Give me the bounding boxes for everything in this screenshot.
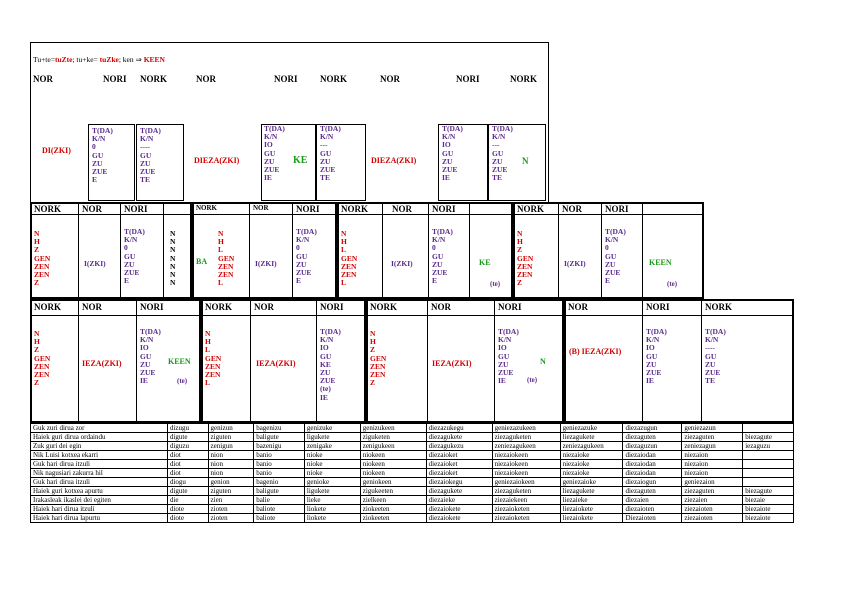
div2-7 xyxy=(428,202,429,299)
div3-6 xyxy=(494,299,495,423)
div3-5 xyxy=(427,299,428,423)
list-2b: T(DA) K/N 0 GU ZU ZUE E xyxy=(296,227,317,286)
verb-form-cell: ziguten xyxy=(208,487,254,496)
table-row xyxy=(31,505,794,514)
te-2d: (te) xyxy=(667,280,678,288)
verb-form-cell: diezaguzun xyxy=(623,442,682,451)
verb-form-cell: nion xyxy=(208,469,254,478)
verb-form-cell: liezagukete xyxy=(560,433,623,442)
verb-form-cell: ziezaiekeen xyxy=(492,496,560,505)
verb-form-cell: diote xyxy=(167,505,208,514)
verb-form-cell: baliote xyxy=(254,505,305,514)
div2-9 xyxy=(558,202,559,299)
table-row xyxy=(31,469,794,478)
verb-form-cell: ziezaioten xyxy=(682,505,743,514)
sentence-cell: Guk hari dirua itzuli xyxy=(31,478,168,487)
table-row xyxy=(31,451,794,460)
verb-form-cell: geniokeen xyxy=(360,478,426,487)
verb-form-cell: diezaioket xyxy=(426,460,492,469)
verb-form-cell: niokeen xyxy=(360,469,426,478)
sentence-cell: Irakasleak ikaslei dei egiten xyxy=(31,496,168,505)
verb-form-cell: nioke xyxy=(304,451,360,460)
nhz-3a: N H Z GEN ZEN ZEN Z xyxy=(34,329,51,388)
table-body xyxy=(31,424,794,523)
row2-h11: NORI xyxy=(605,204,629,214)
verb-form-cell: ziguketen xyxy=(360,433,426,442)
row3-h5: NORI xyxy=(320,302,344,312)
conjugation-table xyxy=(30,423,794,523)
sentence-cell: Haiek guri kotxea apurtu xyxy=(31,487,168,496)
verb-form-cell: niezaion xyxy=(682,451,743,460)
row2-h4: NOR xyxy=(253,204,269,212)
verb-form-cell: diezaiodan xyxy=(623,451,682,460)
verb-form-cell: baligute xyxy=(254,487,305,496)
verb-form-cell: nioke xyxy=(304,469,360,478)
verb-form-cell: diezaioten xyxy=(623,505,682,514)
verb-form-cell: niezaiokeen xyxy=(492,460,560,469)
list-3: T(DA) K/N IO GU ZU ZUE IE xyxy=(264,124,285,183)
verb-form-cell: liezaieke xyxy=(560,496,623,505)
te-3a: (te) xyxy=(177,377,188,385)
row3-h10: NORI xyxy=(646,302,670,312)
izki-2a: I(ZKI) xyxy=(84,259,106,268)
row3-h7: NOR xyxy=(431,302,451,312)
row2-h1: NOR xyxy=(82,204,102,214)
verb-form-cell: nioke xyxy=(304,460,360,469)
verb-form-cell: biezaiote xyxy=(743,505,794,514)
div2-5 xyxy=(292,202,293,299)
header-nork-3: NORK xyxy=(510,74,537,84)
verb-form-cell: ziokeeten xyxy=(360,505,426,514)
verb-form-cell: nion xyxy=(208,460,254,469)
label-diizki: DI(ZKI) xyxy=(42,146,71,155)
list-2a: T(DA) K/N 0 GU ZU ZUE E xyxy=(124,227,145,286)
div2-11 xyxy=(642,202,643,299)
verb-form-cell: zielkeen xyxy=(360,496,426,505)
header-nork-1: NORK xyxy=(140,74,167,84)
verb-form-cell: genizuke xyxy=(304,424,360,433)
verb-form-cell: diot xyxy=(167,451,208,460)
div3-1 xyxy=(78,299,79,423)
verb-form-cell: genizukeen xyxy=(360,424,426,433)
verb-form-cell: ziezaioketen xyxy=(492,505,560,514)
nhz-2d: N H Z GEN ZEN ZEN Z xyxy=(517,229,534,288)
verb-form-cell: baliote xyxy=(254,514,305,523)
verb-form-cell: biezagute xyxy=(743,487,794,496)
verb-form-cell: genioke xyxy=(304,478,360,487)
header-nori-1: NORI xyxy=(103,74,127,84)
verb-form-cell: niokeen xyxy=(360,451,426,460)
table-row xyxy=(31,496,794,505)
verb-form-cell: diezaiokegu xyxy=(426,478,492,487)
list-3e: T(DA) K/N ---- GU ZU ZUE TE xyxy=(705,327,726,386)
verb-form-cell: biezaie xyxy=(743,496,794,505)
n-1: N xyxy=(522,156,529,166)
verb-form-cell: banio xyxy=(254,469,305,478)
label-dieza-1: DIEZA(ZKI) xyxy=(194,156,240,165)
verb-form-cell: niokeen xyxy=(360,460,426,469)
row3-h1: NOR xyxy=(82,302,102,312)
verb-form-cell: diezaiokete xyxy=(426,514,492,523)
header-nork-2: NORK xyxy=(320,74,347,84)
verb-form-cell: lieke xyxy=(304,496,360,505)
list-3b: T(DA) K/N IO GU KE ZU ZUE (te) IE xyxy=(320,327,341,402)
header-nor-1: NOR xyxy=(33,74,53,84)
verb-form-cell: zigukeeten xyxy=(360,487,426,496)
verb-form-cell: balie xyxy=(254,496,305,505)
b-ieza-3d: (B) IEZA(ZKI) xyxy=(569,347,622,356)
div3-2 xyxy=(136,299,137,423)
verb-form-cell: geniezazuke xyxy=(560,424,623,433)
verb-form-cell: ziezaguketen xyxy=(492,433,560,442)
section2-c xyxy=(337,202,513,299)
verb-form-cell: diezagukezu xyxy=(426,442,492,451)
verb-form-cell: zioten xyxy=(208,505,254,514)
verb-form-cell: diezaieke xyxy=(426,496,492,505)
verb-form-cell: ziokeeten xyxy=(360,514,426,523)
te-2c: (te) xyxy=(490,280,501,288)
verb-form-cell: liezagukete xyxy=(560,487,623,496)
list-2c: T(DA) K/N 0 GU ZU ZUE E xyxy=(432,227,453,286)
verb-form-cell: niezaion xyxy=(682,460,743,469)
verb-form-cell: diezaioket xyxy=(426,451,492,460)
verb-form-cell: diot xyxy=(167,469,208,478)
div2-2 xyxy=(120,202,121,299)
verb-form-cell: diote xyxy=(167,514,208,523)
sentence-cell: Haiek hari dirua lapurtu xyxy=(31,514,168,523)
verb-form-cell: liezaiokete xyxy=(560,514,623,523)
verb-form-cell: ziezaguten xyxy=(682,433,743,442)
verb-form-cell: diezaien xyxy=(623,496,682,505)
row3-h8: NORI xyxy=(498,302,522,312)
row3-h11: NORK xyxy=(705,302,732,312)
list-6: T(DA) K/N --- GU ZU ZUE TE xyxy=(492,124,513,183)
row3-h3: NORK xyxy=(205,302,232,312)
header-nori-2: NORI xyxy=(274,74,298,84)
verb-form-cell: diezaiokete xyxy=(426,505,492,514)
verb-form-cell: bagenio xyxy=(254,478,305,487)
table-row xyxy=(31,433,794,442)
verb-form-cell: ziezaguketen xyxy=(492,487,560,496)
verb-form-cell: liokete xyxy=(304,505,360,514)
verb-form-cell: geniezaiokeen xyxy=(492,478,560,487)
sentence-cell: Guk zuri dirua zor xyxy=(31,424,168,433)
verb-form-cell: niezaioke xyxy=(560,469,623,478)
ba-2b: BA xyxy=(196,257,207,266)
verb-form-cell: zeniezagukeen xyxy=(492,442,560,451)
row2-h7: NOR xyxy=(392,204,412,214)
verb-form-cell: digute xyxy=(167,487,208,496)
verb-form-cell: ziezaioketen xyxy=(492,514,560,523)
verb-form-cell: diezaguten xyxy=(623,487,682,496)
verb-form-cell: niezaiokeen xyxy=(492,451,560,460)
nhl-3b: N H L GEN ZEN ZEN L xyxy=(205,329,222,388)
sentence-cell: Haiek guri dirua ordaindu xyxy=(31,433,168,442)
verb-form-cell: niezaioke xyxy=(560,451,623,460)
verb-form-cell: biezagute xyxy=(743,433,794,442)
keen-3a: KEEN xyxy=(168,357,191,366)
verb-form-cell: diezaiodan xyxy=(623,469,682,478)
div2-1 xyxy=(78,202,79,299)
sentence-cell: Zuk guri dei egin xyxy=(31,442,168,451)
verb-form-cell: diezagukete xyxy=(426,487,492,496)
te-3c: (te) xyxy=(527,376,538,384)
list-3d: T(DA) K/N IO GU ZU ZUE IE xyxy=(646,327,667,386)
izki-2c: I(ZKI) xyxy=(391,259,413,268)
sentence-cell: Nik nagusiari zakurra hil xyxy=(31,469,168,478)
row3-h4: NOR xyxy=(254,302,274,312)
row2-h3: NORK xyxy=(196,204,217,212)
verb-form-cell: ziezaguten xyxy=(682,487,743,496)
keen-2d: KEEN xyxy=(649,258,672,267)
verb-form-cell xyxy=(743,451,794,460)
table-row xyxy=(31,460,794,469)
nhz-3c: N H Z GEN ZEN ZEN Z xyxy=(370,329,387,388)
verb-form-cell: niezaion xyxy=(682,469,743,478)
sentence-cell: Nik Luisi kotxea ekarri xyxy=(31,451,168,460)
verb-form-cell xyxy=(743,469,794,478)
verb-form-cell: diezaiogun xyxy=(623,478,682,487)
verb-form-cell: biezaiote xyxy=(743,514,794,523)
verb-form-cell: zien xyxy=(208,496,254,505)
verb-form-cell: liezaiokete xyxy=(560,505,623,514)
verb-form-cell: geniezaion xyxy=(682,478,743,487)
verb-form-cell: bazenigu xyxy=(254,442,305,451)
table-row xyxy=(31,514,794,523)
list-3c: T(DA) K/N IO GU ZU ZUE IE xyxy=(498,327,519,386)
nhz-2a: N H Z GEN ZEN ZEN Z xyxy=(34,229,51,288)
verb-form-cell: genizun xyxy=(208,424,254,433)
div2-8 xyxy=(469,202,470,299)
row3-h2: NORI xyxy=(140,302,164,312)
verb-form-cell: geniezazukeen xyxy=(492,424,560,433)
verb-form-cell: genion xyxy=(208,478,254,487)
section2-a xyxy=(30,202,192,299)
izki-2b: I(ZKI) xyxy=(255,259,277,268)
verb-form-cell: diezazugun xyxy=(623,424,682,433)
verb-form-cell: ligukete xyxy=(304,433,360,442)
verb-form-cell: baligute xyxy=(254,433,305,442)
list-4: T(DA) K/N --- GU ZU ZUE TE xyxy=(320,124,341,183)
row2-h0: NORK xyxy=(34,204,61,214)
verb-form-cell: bagenizu xyxy=(254,424,305,433)
ke-2c: KE xyxy=(479,258,491,267)
row2-h6: NORK xyxy=(341,204,368,214)
row2-h5: NORI xyxy=(296,204,320,214)
verb-form-cell: die xyxy=(167,496,208,505)
sentence-cell: Haiek hari dirua itzuli xyxy=(31,505,168,514)
verb-form-cell xyxy=(743,460,794,469)
row2-h2: NORI xyxy=(124,204,148,214)
div3-4 xyxy=(316,299,317,423)
verb-form-cell: zeniezagukeen xyxy=(560,442,623,451)
sentence-cell: Guk hari dirua itzuli xyxy=(31,460,168,469)
table-row xyxy=(31,478,794,487)
row2-h10: NOR xyxy=(562,204,582,214)
ke-1: KE xyxy=(293,155,308,166)
header-nor-2: NOR xyxy=(196,74,216,84)
verb-form-cell: ziezaioten xyxy=(682,514,743,523)
nhl-2c: N H L GEN ZEN ZEN L xyxy=(341,229,358,288)
verb-form-cell: banio xyxy=(254,460,305,469)
table-row xyxy=(31,487,794,496)
formula-line: Tu+te=tuZte; tu+ke= tuZke; ken ⇒ KEEN xyxy=(33,55,165,64)
verb-form-cell: diot xyxy=(167,460,208,469)
header-nor-3: NOR xyxy=(380,74,400,84)
verb-form-cell: diezaiodan xyxy=(623,460,682,469)
verb-form-cell: niezaioke xyxy=(560,460,623,469)
verb-form-cell: banio xyxy=(254,451,305,460)
list-3a: T(DA) K/N IO GU ZU ZUE IE xyxy=(140,327,161,386)
table-row xyxy=(31,442,794,451)
verb-form-cell: geniezaioke xyxy=(560,478,623,487)
row3-h9: NOR xyxy=(568,302,588,312)
verb-form-cell: dizugu xyxy=(167,424,208,433)
div3-3 xyxy=(250,299,251,423)
section3-d xyxy=(564,299,794,423)
verb-form-cell: nion xyxy=(208,451,254,460)
row3-h6: NORK xyxy=(370,302,397,312)
verb-form-cell: diezazukegu xyxy=(426,424,492,433)
izki-2d: I(ZKI) xyxy=(564,259,586,268)
ieza-3a: IEZA(ZKI) xyxy=(82,359,122,368)
verb-form-cell xyxy=(743,478,794,487)
verb-form-cell: diogu xyxy=(167,478,208,487)
row2-h8: NORI xyxy=(432,204,456,214)
list-1: T(DA) K/N 0 GU ZU ZUE E xyxy=(92,126,113,185)
div2-10 xyxy=(601,202,602,299)
nhl-2b: N H L GEN ZEN ZEN L xyxy=(218,229,235,288)
row3-h0: NORK xyxy=(34,302,61,312)
row2-h9: NORK xyxy=(517,204,544,214)
div3-8 xyxy=(701,299,702,423)
verb-form-cell xyxy=(743,424,794,433)
verb-form-cell: zenigukeen xyxy=(360,442,426,451)
verb-form-cell: ligukete xyxy=(304,487,360,496)
verb-form-cell: Diezaioten xyxy=(623,514,682,523)
list-2: T(DA) K/N ---- GU ZU ZUE TE xyxy=(140,126,161,185)
div3-7 xyxy=(642,299,643,423)
verb-form-cell: liokete xyxy=(304,514,360,523)
arrow-icon: ⇒ xyxy=(135,55,142,64)
div2-3 xyxy=(163,202,164,299)
n-3c: N xyxy=(540,357,546,366)
verb-form-cell: zioten xyxy=(208,514,254,523)
verb-form-cell: diezaioket xyxy=(426,469,492,478)
verb-form-cell: zenigun xyxy=(208,442,254,451)
verb-form-cell: diezagukete xyxy=(426,433,492,442)
verb-form-cell: niezaiokeen xyxy=(492,469,560,478)
ieza-3c: IEZA(ZKI) xyxy=(432,359,472,368)
verb-form-cell: zenigake xyxy=(304,442,360,451)
ieza-3b: IEZA(ZKI) xyxy=(256,359,296,368)
div2-4 xyxy=(249,202,250,299)
table-row xyxy=(31,424,794,433)
nnnn-2a: N N N N N N N xyxy=(170,229,176,288)
verb-form-cell: zeniezagun xyxy=(682,442,743,451)
header-nori-3: NORI xyxy=(456,74,480,84)
verb-form-cell: diguzu xyxy=(167,442,208,451)
verb-form-cell: iezaguzu xyxy=(743,442,794,451)
verb-form-cell: ziguten xyxy=(208,433,254,442)
list-2d: T(DA) K/N 0 GU ZU ZUE E xyxy=(605,227,626,286)
list-5: T(DA) K/N IO GU ZU ZUE IE xyxy=(442,124,463,183)
label-dieza-2: DIEZA(ZKI) xyxy=(371,156,417,165)
verb-form-cell: geniezazun xyxy=(682,424,743,433)
div2-6 xyxy=(382,202,383,299)
verb-form-cell: ziezaien xyxy=(682,496,743,505)
verb-form-cell: diezaguten xyxy=(623,433,682,442)
verb-form-cell: digute xyxy=(167,433,208,442)
